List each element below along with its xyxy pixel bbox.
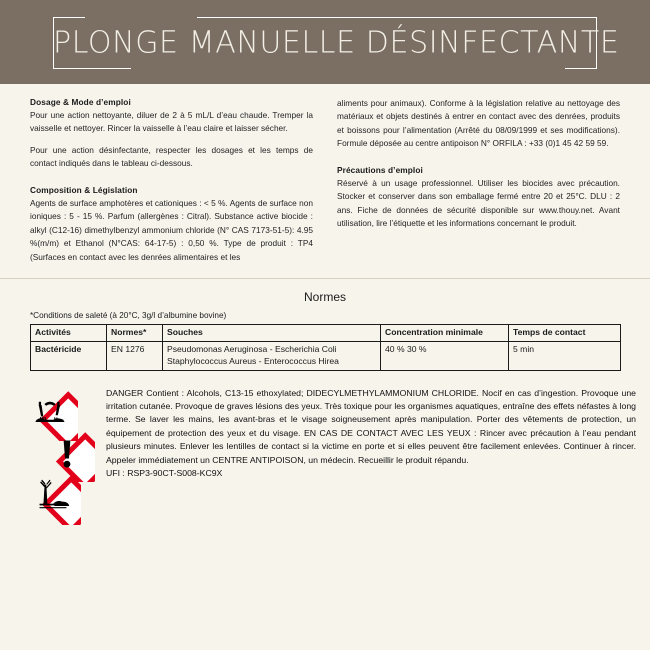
cell-concentration xyxy=(381,341,509,370)
column-header-normes: Normes* xyxy=(107,324,163,341)
table-row xyxy=(31,341,621,370)
frame-edge-bottom-left xyxy=(53,68,131,69)
normes-section xyxy=(0,290,650,371)
cell-concentration-line-2: 30 % xyxy=(406,343,427,354)
column-header-activites: Activités xyxy=(31,324,107,341)
dosage-heading: Dosage & Mode d’emploi xyxy=(30,97,131,107)
cell-souches-line-2: Staphylococcus Aureus - Enterococcus Hirea xyxy=(167,355,339,366)
section-divider-top xyxy=(0,278,650,279)
ufi-code: UFI : RSP3-90CT-S008-KC9X xyxy=(106,468,223,479)
right-column xyxy=(337,97,620,264)
left-column xyxy=(30,97,313,264)
composition-continued-paragraph: aliments pour animaux). Conforme à la législation relative au nettoyage des matériaux et objets destinés à entrer en contact avec des denrées, produits et boissons pour l’alimentation (Arrêté du 08/09/1999 et ses modifications). Formule déposée au centre antipoison N° ORFILA : +33 (0)1 45 42 59 59. xyxy=(337,98,620,149)
pictogram-group xyxy=(22,385,100,525)
composition-heading: Composition & Législation xyxy=(30,184,138,195)
dosage-paragraph-2: Pour une action désinfectante, respecter les dosages et les temps de contact indiqués dans le tableau ci-dessous. xyxy=(30,144,313,169)
cell-souches xyxy=(163,341,381,370)
column-header-concentration: Concentration minimale xyxy=(381,324,509,341)
precautions-paragraph-1: Réservé à un usage professionnel. Utiliser les biocides avec précaution. Stocker et conserver dans son emballage fermé entre 20 et 25°C. DLU : 2 ans. Fiche de données de sécurité disponible sur www.thouy.net. Avant utilisation, lire l’étiquette et les informations concernant le produit. xyxy=(337,177,620,229)
info-columns xyxy=(0,84,650,264)
composition-paragraph-1: Agents de surface amphotères et cationiques : < 5 %. Agents de surface non ioniques : 5 - 15 %. Parfum (allergènes : Citral). Substance active biocide : alkyl (C12-16) dimethylbenzyl ammonium chloride (N° CAS 7173-51-5): 4.95 %(m/m) et Ethanol (N°CAS: 64-17-5) : 0,50 %. Type de produit : TP4 (Surfaces en contact avec les denrées alimentaires et les xyxy=(30,197,313,262)
cell-souches-line-1: Pseudomonas Aeruginosa - Escherichia Coli xyxy=(167,343,337,354)
cell-concentration-line-1: 40 % xyxy=(385,343,405,354)
cell-norme: EN 1276 xyxy=(107,341,163,370)
normes-title: Normes xyxy=(303,289,346,304)
frame-edge-top-left xyxy=(53,17,85,18)
page-title: PLONGE MANUELLE DÉSINFECTANTE xyxy=(53,25,620,61)
frame-edge-top-right xyxy=(197,17,597,18)
hazard-statement-text: DANGER Contient : Alcohols, C13-15 ethoxylated; DIDECYLMETHYLAMMONIUM CHLORIDE. Nocif en cas d’ingestion. Provoque une irritation cutanée. Provoque de graves lésions des yeux. Très toxique pour les organismes aquatiques, entraîne des effets néfastes à long terme. Se laver les mains, les avant-bras et le visage soigneusement après manipulation. Porter des vêtements de protection, un équipement de protection des yeux et du visage. EN CAS DE CONTACT AVEC LES YEUX : Rincer avec précaution à l’eau pendant plusieurs minutes. Enlever les lentilles de contact si la victime en porte et si elles peuvent être facilement enlevées. Continuer à rincer. Appeler immédiatement un CENTRE ANTIPOISON, un médecin. Recueillir le produit répandu. xyxy=(106,387,636,465)
normes-footnote: *Conditions de saleté (à 20°C, 3g/l d’albumine bovine) xyxy=(30,310,227,320)
cell-activite: Bactéricide xyxy=(31,341,107,370)
precautions-heading: Précautions d’emploi xyxy=(337,164,423,175)
hazard-section xyxy=(0,371,650,525)
column-header-temps: Temps de contact xyxy=(509,324,621,341)
column-header-souches: Souches xyxy=(163,324,381,341)
label-header xyxy=(0,0,650,84)
cell-temps: 5 min xyxy=(509,341,621,370)
ghs09-environment-icon xyxy=(25,469,81,525)
dosage-paragraph-1: Pour une action nettoyante, diluer de 2 à 5 mL/L d’eau chaude. Tremper la vaisselle et nettoyer. Rincer la vaisselle à l’eau claire et laisser sécher. xyxy=(30,110,313,134)
hazard-statement xyxy=(106,385,636,525)
frame-edge-bottom-right xyxy=(565,68,597,69)
normes-table xyxy=(30,324,621,371)
title-frame xyxy=(53,17,620,69)
table-header-row xyxy=(31,324,621,341)
